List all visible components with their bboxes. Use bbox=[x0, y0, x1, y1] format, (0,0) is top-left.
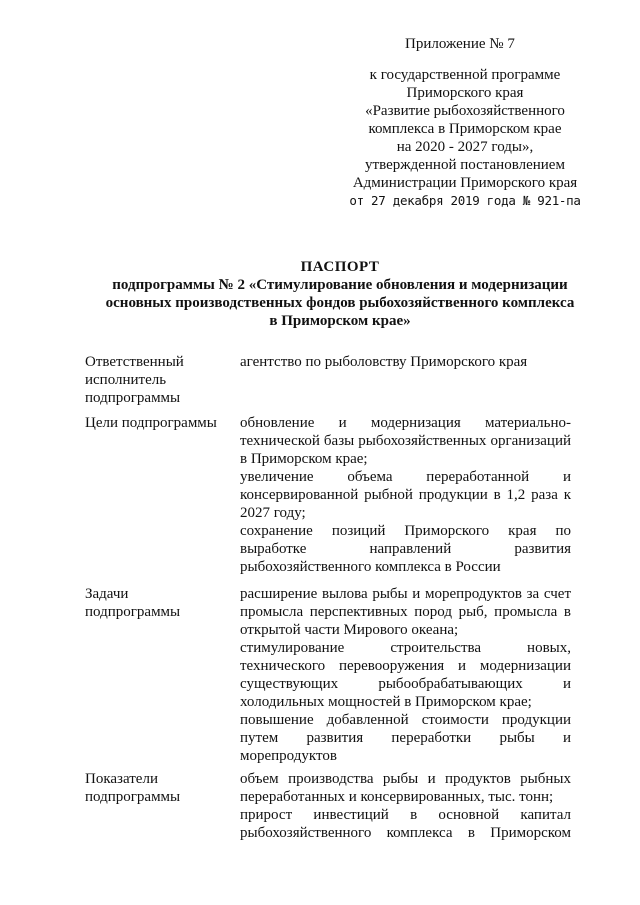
row-content bbox=[240, 770, 571, 842]
subprogram-title-line: основных производственных фондов рыбохозяйственного комплекса bbox=[105, 295, 575, 311]
appendix-line: комплекса в Приморском крае bbox=[368, 121, 562, 137]
row-paragraph: прирост инвестиций в основной капитал рыбохозяйственного комплекса в Приморском bbox=[240, 807, 571, 841]
passport-title: ПАСПОРТ bbox=[300, 259, 380, 275]
row-paragraph: объем производства рыбы и продуктов рыбных переработанных и консервированных, тыс. тонн; bbox=[240, 771, 571, 805]
row-paragraph: стимулирование строительства новых, технического перевооружения и модернизации существующих рыбообрабатывающих и холодильных мощностей в Приморском крае; bbox=[240, 640, 571, 710]
row-label: Цели подпрограммы bbox=[85, 415, 217, 431]
row-paragraph: повышение добавленной стоимости продукции путем развития переработки рыбы и морепродуктов bbox=[240, 712, 571, 764]
appendix-line: на 2020 - 2027 годы», bbox=[396, 139, 534, 155]
subprogram-title-line: в Приморском крае» bbox=[269, 313, 411, 329]
row-paragraph: обновление и модернизация материально-технической базы рыбохозяйственных организаций в Приморском крае; bbox=[240, 415, 571, 467]
row-paragraph: расширение вылова рыбы и морепродуктов за счет промысла перспективных пород рыб, промысла в открытой части Мирового океана; bbox=[240, 586, 571, 638]
appendix-line: Приморского края bbox=[406, 85, 524, 101]
appendix-line: «Развитие рыбохозяйственного bbox=[365, 103, 565, 119]
passport-heading bbox=[60, 258, 620, 330]
row-content bbox=[240, 353, 571, 371]
row-paragraph: сохранение позиций Приморского края по выработке направлений развития рыбохозяйственного комплекса в России bbox=[240, 523, 571, 575]
row-paragraph: увеличение объема переработанной и консервированной рыбной продукции в 1,2 раза к 2027 году; bbox=[240, 469, 571, 521]
appendix-reference bbox=[300, 66, 630, 210]
appendix-line: к государственной программе bbox=[369, 67, 561, 83]
row-content bbox=[240, 585, 571, 765]
row-label: Показатели подпрограммы bbox=[85, 771, 181, 805]
subprogram-title-line: подпрограммы № 2 «Стимулирование обновления и модернизации bbox=[112, 277, 568, 293]
decree-stamp: от 27 декабря 2019 года № 921-па bbox=[349, 193, 581, 208]
appendix-line: утвержденной постановлением bbox=[365, 157, 565, 173]
appendix-number: Приложение № 7 bbox=[405, 36, 515, 52]
row-label: Задачи подпрограммы bbox=[85, 586, 181, 620]
row-content bbox=[240, 414, 571, 576]
row-label: Ответственный исполнитель подпрограммы bbox=[85, 354, 184, 406]
appendix-line: Администрации Приморского края bbox=[352, 175, 578, 191]
row-paragraph: агентство по рыболовству Приморского края bbox=[240, 354, 528, 370]
